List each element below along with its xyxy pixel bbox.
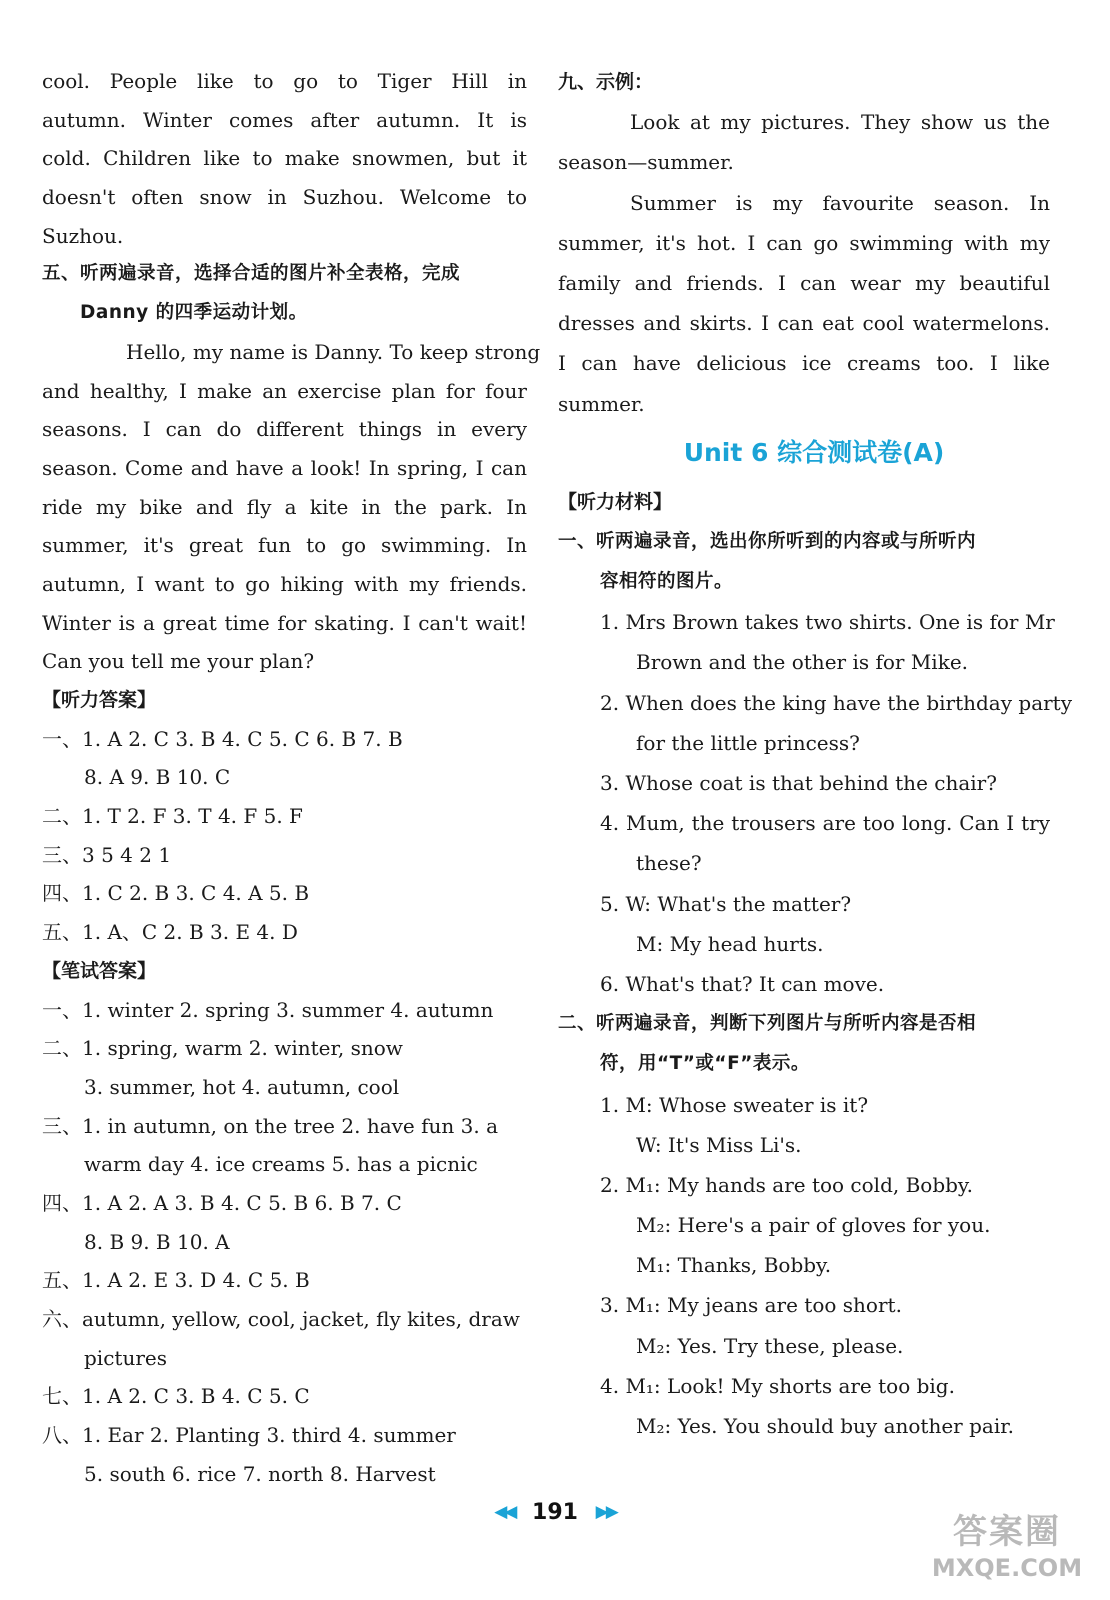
text-line: autumn, I want to go hiking with my friends.	[42, 571, 527, 596]
text-line: season—summer.	[558, 150, 734, 175]
text-line: autumn. Winter comes after autumn. It is	[42, 107, 527, 132]
text-line: I can have delicious ice creams too. I like	[558, 351, 1050, 376]
answer-line: 3. summer, hot 4. autumn, cool	[84, 1074, 400, 1099]
text-line: doesn't often snow in Suzhou. Welcome to	[42, 185, 527, 210]
text-line: M₂: Yes. Try these, please.	[636, 1333, 904, 1358]
answer-line: 8. A 9. B 10. C	[84, 765, 231, 790]
text-line: 5. W: What's the matter?	[600, 891, 852, 916]
answer-line: 5. south 6. rice 7. north 8. Harvest	[84, 1461, 436, 1486]
unit-title: Unit 6 综合测试卷(A)	[683, 437, 945, 467]
text-line: 4. M₁: Look! My shorts are too big.	[600, 1373, 955, 1398]
text-line: 3. M₁: My jeans are too short.	[600, 1293, 902, 1318]
answer-line: pictures	[84, 1345, 167, 1370]
text-line: dresses and skirts. I can eat cool watermelons.	[558, 311, 1050, 336]
question-heading: 二、听两遍录音，判断下列图片与所听内容是否相	[558, 1013, 977, 1035]
page-number: 191	[532, 1500, 578, 1525]
text-line: cool. People like to go to Tiger Hill in	[42, 69, 527, 93]
section-heading: 【听力材料】	[558, 490, 673, 513]
text-line: 2. M₁: My hands are too cold, Bobby.	[600, 1172, 973, 1197]
answer-line: 三、3 5 4 2 1	[42, 842, 172, 867]
text-line: W: It's Miss Li's.	[636, 1132, 802, 1157]
text-line: 2. When does the king have the birthday party	[600, 690, 1073, 715]
answer-line: 一、1. A 2. C 3. B 4. C 5. C 6. B 7. B	[42, 726, 403, 751]
answer-line: 8. B 9. B 10. A	[84, 1229, 230, 1254]
watermark	[922, 1510, 1092, 1592]
answer-line: 五、1. A、C 2. B 3. E 4. D	[42, 920, 298, 945]
answer-line: 二、1. spring, warm 2. winter, snow	[42, 1036, 403, 1061]
text-line: Suzhou.	[42, 223, 124, 248]
answer-line: warm day 4. ice creams 5. has a picnic	[84, 1152, 478, 1177]
answer-line: 六、autumn, yellow, cool, jacket, fly kites, draw	[42, 1307, 520, 1331]
question-heading: 一、听两遍录音，选出你所听到的内容或与所听内	[558, 530, 977, 552]
text-line: these?	[636, 851, 702, 876]
answer-line: 二、1. T 2. F 3. T 4. F 5. F	[42, 804, 303, 829]
text-line: 1. Mrs Brown takes two shirts. One is for Mr	[600, 610, 1055, 635]
text-line: M₂: Here's a pair of gloves for you.	[636, 1213, 991, 1238]
text-line: for the little princess?	[636, 730, 860, 755]
watermark-logo: 答案圈	[953, 1512, 1061, 1552]
watermark-url: MXQE.COM	[931, 1554, 1083, 1582]
text-line: 6. What's that? It can move.	[600, 971, 885, 996]
section-heading: 【听力答案】	[42, 689, 157, 711]
text-line: cold. Children like to make snowmen, but it	[42, 146, 527, 171]
right-column	[558, 62, 1073, 1446]
text-line: Brown and the other is for Mike.	[636, 650, 969, 675]
answer-line: 四、1. A 2. A 3. B 4. C 5. B 6. B 7. C	[42, 1190, 402, 1215]
text-line: family and friends. I can wear my beautiful	[558, 270, 1050, 295]
answer-line: 四、1. C 2. B 3. C 4. A 5. B	[42, 881, 310, 906]
text-line: Summer is my favourite season. In	[630, 190, 1050, 215]
section-heading: 九、示例：	[558, 71, 654, 93]
text-line: Hello, my name is Danny. To keep strong	[126, 339, 541, 364]
answer-line: 七、1. A 2. C 3. B 4. C 5. C	[42, 1384, 310, 1409]
answer-line: 八、1. Ear 2. Planting 3. third 4. summer	[42, 1423, 456, 1448]
question-heading: 符，用“T”或“F”表示。	[600, 1053, 810, 1075]
text-line: Winter is a great time for skating. I can't wait!	[42, 610, 527, 635]
answer-line: 五、1. A 2. E 3. D 4. C 5. B	[42, 1268, 310, 1293]
text-line: season. Come and have a look! In spring, I can	[42, 455, 527, 480]
left-column	[42, 62, 541, 1493]
text-line: ride my bike and fly a kite in the park. In	[42, 494, 527, 519]
text-line: seasons. I can do different things in every	[42, 417, 527, 442]
answer-line: 一、1. winter 2. spring 3. summer 4. autumn	[42, 997, 494, 1022]
text-line: summer, it's great fun to go swimming. In	[42, 533, 527, 558]
question-heading: 容相符的图片。	[600, 571, 734, 593]
text-line: M₁: Thanks, Bobby.	[636, 1253, 832, 1278]
text-line: M: My head hurts.	[636, 931, 824, 956]
question-heading: Danny 的四季运动计划。	[80, 302, 308, 324]
prev-arrows-icon[interactable]: ◀◀	[494, 1502, 515, 1522]
text-line: 3. Whose coat is that behind the chair?	[600, 771, 997, 795]
answer-line: 三、1. in autumn, on the tree 2. have fun 3. a	[42, 1113, 498, 1138]
question-heading: 五、听两遍录音，选择合适的图片补全表格，完成	[42, 263, 461, 285]
text-line: summer.	[558, 391, 645, 416]
section-heading: 【笔试答案】	[42, 959, 157, 982]
text-line: Can you tell me your plan?	[42, 649, 315, 674]
text-line: Look at my pictures. They show us the	[630, 110, 1050, 135]
text-line: 1. M: Whose sweater is it?	[600, 1092, 869, 1117]
next-arrows-icon[interactable]: ▶▶	[595, 1502, 616, 1522]
text-line: and healthy, I make an exercise plan for four	[42, 378, 527, 403]
text-line: M₂: Yes. You should buy another pair.	[636, 1414, 1014, 1438]
text-line: 4. Mum, the trousers are too long. Can I try	[600, 811, 1050, 836]
text-line: summer, it's hot. I can go swimming with my	[558, 230, 1050, 255]
